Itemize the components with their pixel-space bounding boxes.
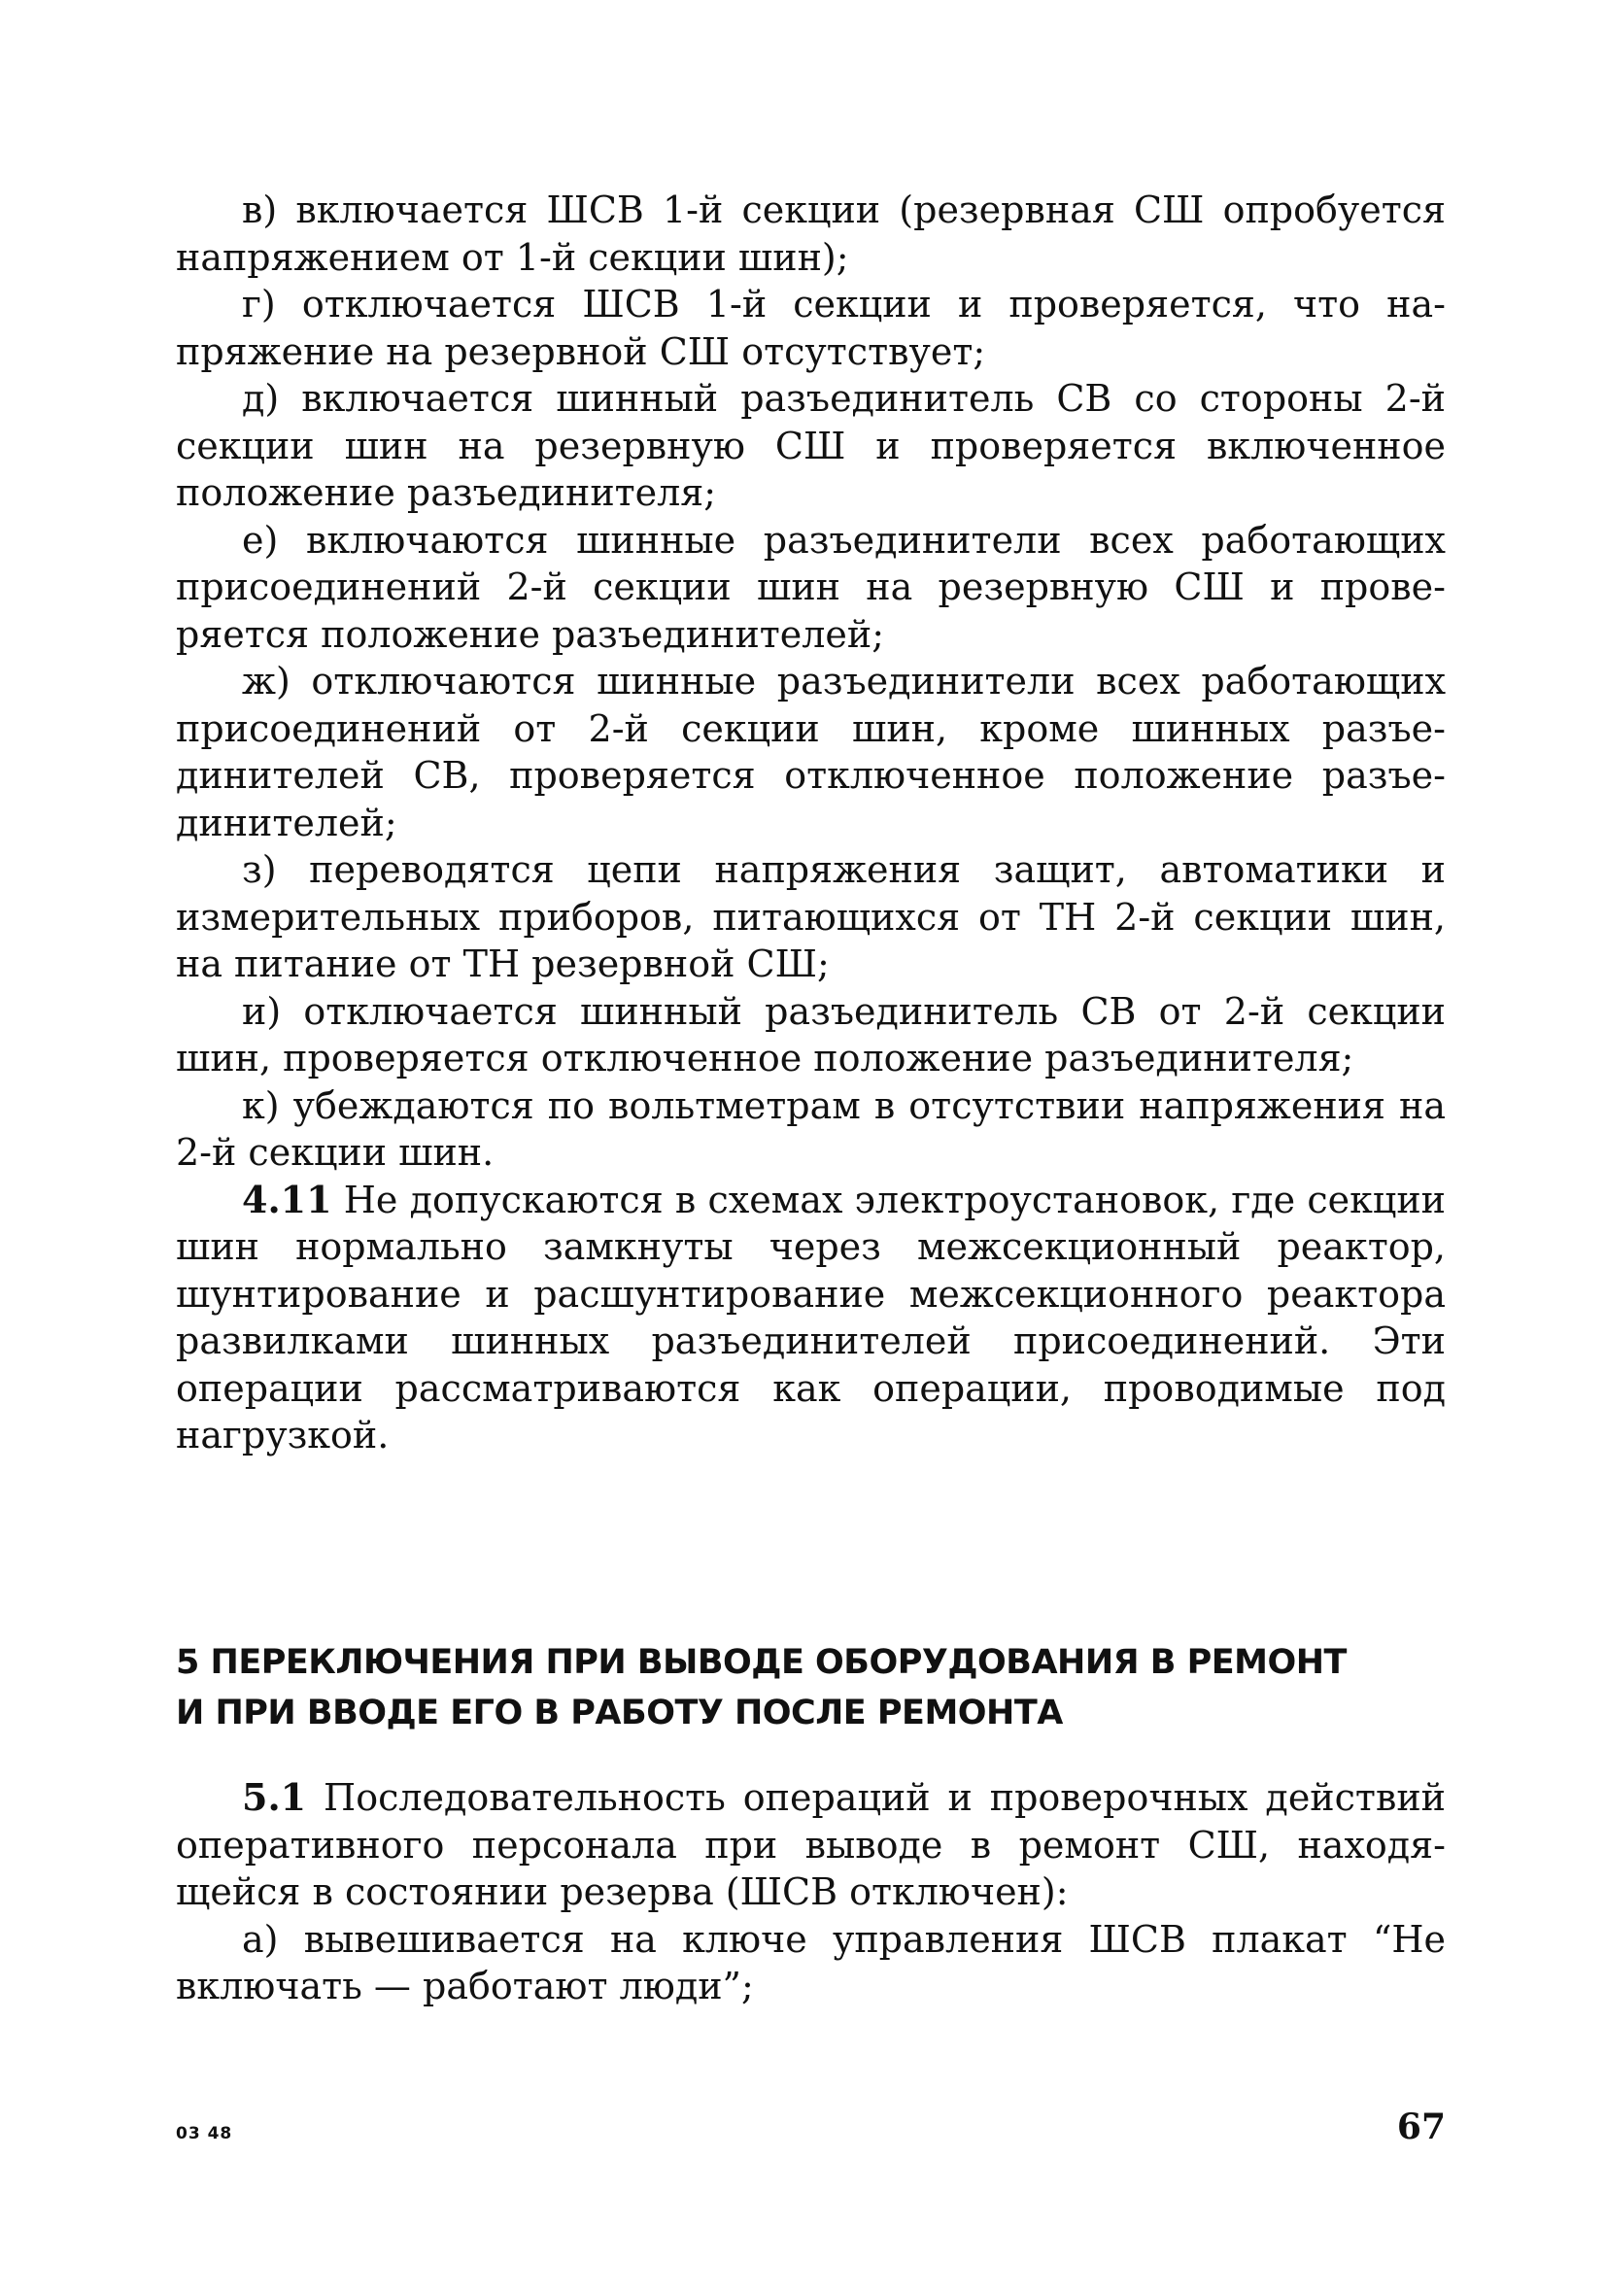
clause-number: 5.1 [242, 1775, 307, 1819]
print-code: 03 48 [176, 2124, 233, 2143]
list-item-k: к) убеждаются по вольтметрам в отсутствии напряжения на 2-й секции шин. [176, 1083, 1446, 1174]
list-item-v: в) включается ШСВ 1-й секции (резервная СШ опробуется напряжением от 1-й секции шин); [176, 188, 1446, 279]
list-item-i: и) отключается шинный разъединитель СВ от 2-й секции шин, проверяется отключенное положение разъединителя; [176, 989, 1446, 1079]
list-item-zh: ж) отключаются шинные разъединители всех работающих присоединений от 2-й секции шин, кроме шинных разъединителей СВ, проверяется отключенное положение разъединителей; [176, 660, 1446, 844]
clause-5-1 [176, 1774, 1446, 1916]
page-number: 67 [1396, 2107, 1446, 2147]
section-5-text [176, 1774, 1446, 2010]
list-item-a: а) вывешивается на ключе управления ШСВ плакат “Не включать — работают люди”; [176, 1917, 1446, 2007]
list-item-e: е) включаются шинные разъединители всех работающих присоединений 2-й секции шин на резервную СШ и проверяется положение разъединителей; [176, 518, 1446, 656]
list-item-z: з) переводятся цепи напряжения защит, автоматики и измерительных приборов, питающихся от ТН 2-й секции шин, на питание от ТН резервной СШ; [176, 848, 1446, 985]
list-item-d: д) включается шинный разъединитель СВ со стороны 2-й секции шин на резервную СШ и проверяется включенное положение разъединителя; [176, 377, 1446, 514]
section-heading [176, 1637, 1446, 1738]
body-text [176, 187, 1446, 1459]
clause-4-11 [176, 1177, 1446, 1459]
clause-text: Не допускаются в схемах электроустановок, где секции шин нормально замкнуты через межсекционный реактор, шунтирование и расшунтирование межсекционного реактора развилками шинных разъединителей присоединений. Эти операции рассматриваются как операции, проводимые под нагрузкой. [176, 1178, 1446, 1456]
list-item-g: г) отключается ШСВ 1-й секции и проверяется, что напряжение на резервной СШ отсутствует; [176, 283, 1446, 373]
section-heading-line-2: И ПРИ ВВОДЕ ЕГО В РАБОТУ ПОСЛЕ РЕМОНТА [176, 1694, 1063, 1732]
section-heading-line-1: 5 ПЕРЕКЛЮЧЕНИЯ ПРИ ВЫВОДЕ ОБОРУДОВАНИЯ В РЕМОНТ [176, 1643, 1347, 1682]
clause-number: 4.11 [242, 1177, 332, 1221]
clause-text: Последовательность операций и проверочных действий оперативного персонала при выводе в ремонт СШ, находящейся в состоянии резерва (ШСВ отключен): [176, 1776, 1446, 1913]
